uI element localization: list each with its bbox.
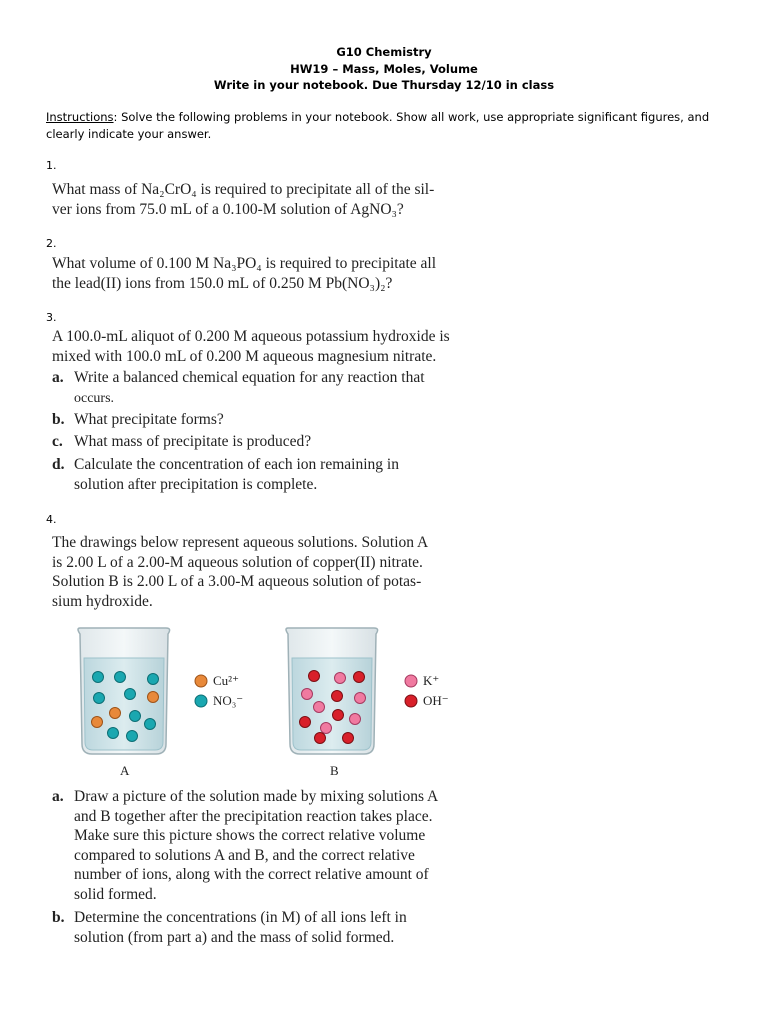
beaker-a-label: A (120, 763, 130, 778)
problem-1-number: 1. (46, 159, 57, 172)
legend-b (405, 673, 449, 708)
problem-3-part-c (52, 432, 311, 452)
beaker-b (286, 628, 378, 754)
due-note: Write in your notebook. Due Thursday 12/10 in class (213, 78, 555, 92)
nitrate-ion (127, 731, 138, 742)
problem-4-line-3: Solution B is 2.00 L of a 3.00-M aqueous solution of potas- (52, 573, 422, 590)
part-label: b. (52, 909, 65, 926)
problem-3-line-2: mixed with 100.0 mL of 0.200 M aqueous magnesium nitrate. (52, 348, 437, 365)
hydroxide-ion (332, 691, 343, 702)
problem-3-line-1: A 100.0-mL aliquot of 0.200 M aqueous potassium hydroxide is (52, 328, 450, 345)
problem-1-line-1: What mass of Na₂CrO₄ is required to precipitate all of the sil- (52, 181, 435, 198)
part-a-line-2: occurs. (74, 390, 115, 406)
legend-copper-label: Cu²⁺ (213, 673, 239, 688)
hydroxide-ion (354, 672, 365, 683)
legend-potassium-label: K⁺ (423, 673, 440, 688)
part-label: d. (52, 456, 65, 473)
instructions (46, 109, 726, 142)
problem-3-part-d (52, 455, 399, 494)
part-d-line-1: Calculate the concentration of each ion remaining in (74, 456, 399, 473)
part-d-line-2: solution after precipitation is complete. (74, 475, 318, 493)
part-a-line-2: and B together after the precipitation reaction takes place. (74, 807, 433, 825)
part-c-text: What mass of precipitate is produced? (74, 433, 312, 450)
problem-3-part-b (52, 410, 224, 430)
problem-2-line-2: the lead(II) ions from 150.0 mL of 0.250 M Pb(NO₃)₂? (52, 275, 393, 292)
problem-2-text (52, 254, 436, 294)
problem-1-text (52, 180, 434, 220)
problem-4-line-1: The drawings below represent aqueous solutions. Solution A (52, 534, 429, 551)
copper-ion (110, 708, 121, 719)
part-b-text: What precipitate forms? (74, 411, 224, 428)
part-a-line-5: number of ions, along with the correct relative amount of (74, 866, 429, 883)
potassium-ion (355, 693, 366, 704)
copper-ion-legend-icon (195, 675, 207, 687)
potassium-ion (302, 689, 313, 700)
hydroxide-ion (333, 710, 344, 721)
nitrate-ion-legend-icon (195, 695, 207, 707)
part-a-line-1: Draw a picture of the solution made by mixing solutions A (74, 788, 439, 805)
copper-ion (92, 717, 103, 728)
part-label: c. (52, 433, 63, 450)
problem-4-line-4: sium hydroxide. (52, 592, 153, 610)
nitrate-ion (145, 719, 156, 730)
potassium-ion (314, 702, 325, 713)
part-a-line-3: Make sure this picture shows the correct relative volume (74, 827, 426, 844)
problem-4-number: 4. (46, 513, 57, 526)
part-label: a. (52, 369, 64, 386)
problem-4-text (52, 533, 428, 611)
potassium-ion-legend-icon (405, 675, 417, 687)
part-b-line-2: solution (from part a) and the mass of solid formed. (74, 928, 395, 946)
legend-nitrate-label: NO₃⁻ (213, 693, 244, 708)
nitrate-ion (125, 689, 136, 700)
part-b-line-1: Determine the concentrations (in M) of all ions left in (74, 909, 407, 926)
nitrate-ion (130, 711, 141, 722)
assignment-title: HW19 – Mass, Moles, Volume (290, 61, 478, 76)
part-a-line-1: Write a balanced chemical equation for any reaction that (74, 369, 425, 386)
document-header (0, 44, 768, 94)
part-label: a. (52, 788, 64, 805)
problem-2-line-1: What volume of 0.100 M Na₃PO₄ is required to precipitate all (52, 255, 437, 272)
instructions-text: : Solve the following problems in your notebook. Show all work, use appropriate significant figures, and clearly indicate your answer. (46, 110, 710, 141)
problem-3-part-a (52, 368, 425, 408)
problem-4-part-b (52, 908, 407, 947)
beaker-figure (70, 620, 490, 780)
problem-4-part-a (52, 787, 438, 904)
potassium-ion (350, 714, 361, 725)
part-a-line-4: compared to solutions A and B, and the correct relative (74, 846, 415, 864)
part-label: b. (52, 411, 65, 428)
hydroxide-ion (309, 671, 320, 682)
nitrate-ion (93, 672, 104, 683)
nitrate-ion (94, 693, 105, 704)
nitrate-ion (148, 674, 159, 685)
copper-ion (148, 692, 159, 703)
nitrate-ion (108, 728, 119, 739)
hydroxide-ion (315, 733, 326, 744)
problem-2-number: 2. (46, 237, 57, 250)
course-title: G10 Chemistry (336, 45, 432, 59)
problem-3-text (52, 327, 450, 367)
part-a-line-6: solid formed. (74, 885, 157, 903)
hydroxide-ion-legend-icon (405, 695, 417, 707)
instructions-label: Instructions (46, 110, 114, 124)
legend-a (195, 673, 243, 708)
legend-hydroxide-label: OH⁻ (423, 693, 449, 708)
problem-3-number: 3. (46, 311, 57, 324)
potassium-ion (335, 673, 346, 684)
beaker-a (78, 628, 170, 754)
potassium-ion (321, 723, 332, 734)
hydroxide-ion (300, 717, 311, 728)
problem-1-line-2: ver ions from 75.0 mL of a 0.100-M solution of AgNO₃? (52, 201, 404, 218)
hydroxide-ion (343, 733, 354, 744)
nitrate-ion (115, 672, 126, 683)
beaker-b-label: B (330, 763, 339, 778)
problem-4-line-2: is 2.00 L of a 2.00-M aqueous solution of copper(II) nitrate. (52, 553, 423, 571)
